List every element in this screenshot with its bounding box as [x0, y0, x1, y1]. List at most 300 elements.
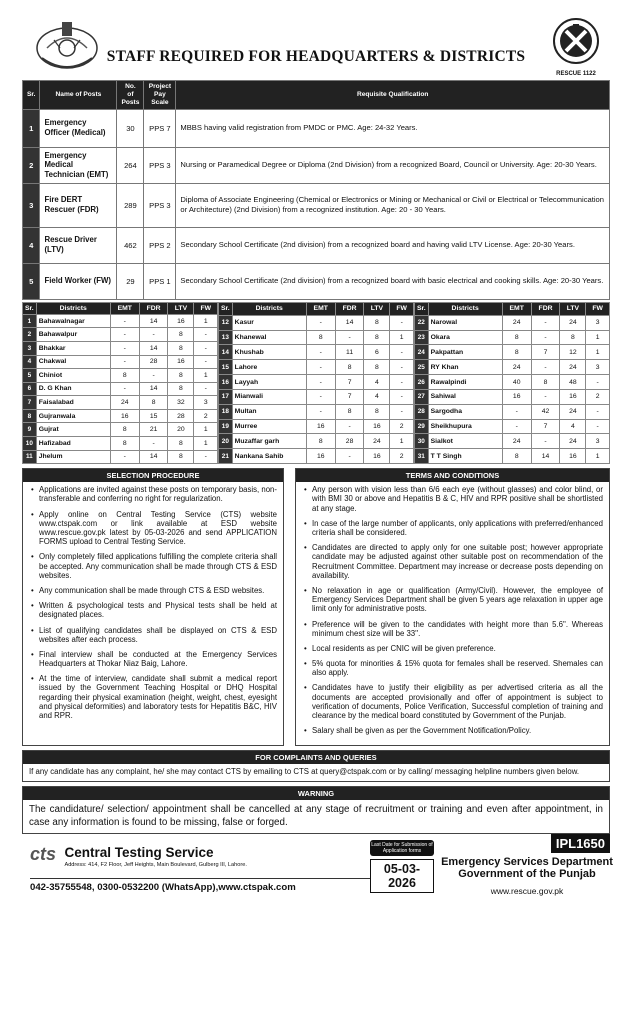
district-count: 1 — [390, 434, 413, 449]
header — [22, 10, 610, 80]
district-count: 14 — [139, 341, 168, 355]
district-name: Sheikhupura — [428, 419, 502, 434]
esd-govt: Government of the Punjab — [458, 868, 596, 881]
district-count: 4 — [560, 419, 586, 434]
district-count: 8 — [502, 345, 531, 360]
post-qualification: MBBS having valid registration from PMDC or PMC. Age: 24-32 Years. — [176, 109, 610, 147]
district-count: - — [531, 434, 560, 449]
district-count: - — [110, 450, 139, 464]
district-row — [23, 355, 218, 369]
district-count: - — [110, 382, 139, 396]
post-pay-scale: PPS 1 — [144, 263, 176, 299]
selection-item: • Written & psychological tests and Physical tests shall be held at designated places. — [31, 601, 277, 619]
terms-item: • Candidates are directed to apply only for one suitable post; however appropriate candidate may be adjusted against other suitable post on recommendation of the Recruitment Committee. Department may increase or decrease posts depending on availability. — [304, 543, 603, 580]
post-row — [23, 109, 610, 147]
district-row — [414, 449, 609, 464]
post-sr: 4 — [23, 227, 40, 263]
terms-list — [296, 482, 609, 735]
district-count: - — [390, 375, 413, 390]
district-count: 8 — [502, 449, 531, 464]
district-count: 1 — [586, 330, 609, 345]
district-count: 1 — [194, 369, 217, 383]
district-count: 24 — [560, 360, 586, 375]
post-sr: 1 — [23, 109, 40, 147]
district-count: 20 — [168, 423, 194, 437]
district-sr: 20 — [218, 434, 232, 449]
district-count: - — [531, 389, 560, 404]
district-count: 21 — [139, 423, 168, 437]
district-sr: 29 — [414, 419, 428, 434]
districts-header-cell: EMT — [306, 302, 335, 315]
district-name: T T Singh — [428, 449, 502, 464]
district-sr: 4 — [23, 355, 37, 369]
district-count: 16 — [502, 389, 531, 404]
district-count: 8 — [306, 434, 335, 449]
district-count: 16 — [560, 449, 586, 464]
district-count: 16 — [168, 314, 194, 328]
district-sr: 23 — [414, 330, 428, 345]
district-name: Murree — [232, 419, 306, 434]
selection-list — [23, 482, 283, 720]
post-name: Fire DERT Rescuer (FDR) — [40, 183, 117, 227]
district-row — [23, 450, 218, 464]
district-count: 3 — [586, 315, 609, 330]
district-count: 24 — [364, 434, 390, 449]
district-count: 28 — [335, 434, 364, 449]
district-count: - — [194, 355, 217, 369]
district-row — [23, 369, 218, 383]
terms-item: • Local residents as per CNIC will be given preference. — [304, 644, 603, 653]
district-sr: 15 — [218, 360, 232, 375]
district-count: - — [139, 437, 168, 451]
district-sr: 27 — [414, 389, 428, 404]
districts-header-cell: FW — [194, 302, 217, 314]
district-count: 14 — [335, 315, 364, 330]
post-row — [23, 147, 610, 183]
selection-item: • Applications are invited against these posts on temporary basis, non-transferable and conferring no right for regularization. — [31, 485, 277, 503]
cts-contact[interactable]: 042-35755548, 0300-0532200 (WhatsApp),www.ctspak.com — [30, 878, 370, 893]
district-row — [414, 360, 609, 375]
terms-item: • In case of the large number of applicants, only applications with preferred/enhanced criteria shall be considered. — [304, 519, 603, 537]
districts-header-row — [414, 302, 609, 315]
districts-table — [22, 302, 610, 465]
district-count: - — [502, 419, 531, 434]
post-qualification: Diploma of Associate Engineering (Chemical or Electronics or Mining or Mechanical or Civil or Electrical or Telecommunication or Architecture) (2nd Division) from a recognized institution. Age: 20 - 30 Years. — [176, 183, 610, 227]
district-name: Pakpattan — [428, 345, 502, 360]
districts-header-cell: LTV — [364, 302, 390, 315]
district-count: - — [390, 389, 413, 404]
district-row — [23, 382, 218, 396]
district-row — [23, 409, 218, 423]
district-count: 1 — [194, 314, 217, 328]
ipl-badge: IPL1650 — [551, 834, 610, 853]
footer — [22, 834, 613, 926]
col-posts: No. of Posts — [117, 81, 144, 110]
district-row — [218, 449, 413, 464]
district-count: - — [531, 315, 560, 330]
terms-heading: TERMS AND CONDITIONS — [296, 469, 609, 482]
selection-heading: SELECTION PROCEDURE — [23, 469, 283, 482]
district-row — [23, 396, 218, 410]
post-pay-scale: PPS 3 — [144, 183, 176, 227]
district-count: - — [586, 375, 609, 390]
district-count: 1 — [194, 437, 217, 451]
district-count: 24 — [560, 434, 586, 449]
post-qualification: Secondary School Certificate (2nd division) from a recognized board with basic electrical and cooking skills. Age: 20-30 Years. — [176, 263, 610, 299]
district-count: 8 — [110, 369, 139, 383]
district-row — [23, 341, 218, 355]
districts-header-cell: Sr. — [414, 302, 428, 315]
cts-address: Address: 414, F2 Floor, Jeff Heights, Main Boulevard, Gulberg III, Lahore. — [64, 862, 247, 869]
district-sr: 1 — [23, 314, 37, 328]
post-count: 264 — [117, 147, 144, 183]
district-name: D. G Khan — [36, 382, 110, 396]
post-count: 462 — [117, 227, 144, 263]
district-count: 42 — [531, 404, 560, 419]
district-row — [414, 345, 609, 360]
district-count: - — [110, 314, 139, 328]
district-sr: 8 — [23, 409, 37, 423]
post-name: Field Worker (FW) — [40, 263, 117, 299]
district-sr: 14 — [218, 345, 232, 360]
district-count: 12 — [560, 345, 586, 360]
district-count: 14 — [139, 314, 168, 328]
district-name: RY Khan — [428, 360, 502, 375]
procedure-terms — [22, 468, 610, 746]
post-pay-scale: PPS 7 — [144, 109, 176, 147]
district-name: Jhelum — [36, 450, 110, 464]
district-name: Mianwali — [232, 389, 306, 404]
districts-header-cell: LTV — [168, 302, 194, 314]
post-qualification: Secondary School Certificate (2nd division) from a recognized board and having valid LTV License. Age: 20-30 Years. — [176, 227, 610, 263]
district-sr: 26 — [414, 375, 428, 390]
district-row — [414, 315, 609, 330]
post-name: Emergency Medical Technician (EMT) — [40, 147, 117, 183]
col-qualification: Requisite Qualification — [176, 81, 610, 110]
col-name: Name of Posts — [40, 81, 117, 110]
district-count: 1 — [586, 345, 609, 360]
district-sr: 22 — [414, 315, 428, 330]
district-count: 32 — [168, 396, 194, 410]
rescue-logo — [550, 16, 602, 78]
district-row — [218, 389, 413, 404]
district-name: Khushab — [232, 345, 306, 360]
district-count: 8 — [502, 330, 531, 345]
district-count: - — [306, 375, 335, 390]
district-name: Multan — [232, 404, 306, 419]
district-row — [218, 345, 413, 360]
district-count: 24 — [502, 360, 531, 375]
district-count: 14 — [139, 382, 168, 396]
districts-column — [414, 302, 610, 465]
district-count: 28 — [168, 409, 194, 423]
district-sr: 28 — [414, 404, 428, 419]
districts-header-cell: Districts — [232, 302, 306, 315]
district-count: 3 — [194, 396, 217, 410]
terms-item: • No relaxation in age or qualification (Army/Civil). However, the employee of Emergency Services Department shall be given 5 years age relaxation in upper age limit only for administrative posts. — [304, 586, 603, 614]
district-count: 8 — [364, 404, 390, 419]
district-row — [414, 419, 609, 434]
district-count: 16 — [364, 449, 390, 464]
post-row — [23, 227, 610, 263]
districts-header-cell: EMT — [502, 302, 531, 315]
district-count: - — [306, 389, 335, 404]
district-count: 8 — [364, 330, 390, 345]
district-count: 40 — [502, 375, 531, 390]
selection-item: • At the time of interview, candidate shall submit a medical report issued by the Government Teaching Hospital or DHQ Hospital regarding their physical examination (height, weight, chest, eyesight and physical deformities) and laboratory tests for Hepatitis B&C, HIV and RPR. — [31, 674, 277, 720]
district-row — [23, 328, 218, 342]
district-count: - — [531, 330, 560, 345]
district-count: 1 — [586, 449, 609, 464]
district-name: Chakwal — [36, 355, 110, 369]
cts-name-block — [64, 844, 246, 868]
districts-header-cell: FDR — [139, 302, 168, 314]
rescue-label: RESCUE 1122 — [556, 71, 596, 77]
district-count: 2 — [194, 409, 217, 423]
districts-column — [218, 302, 414, 465]
district-count: 8 — [168, 341, 194, 355]
district-count: 24 — [560, 404, 586, 419]
district-count: 2 — [390, 449, 413, 464]
district-sr: 31 — [414, 449, 428, 464]
post-sr: 3 — [23, 183, 40, 227]
district-count: - — [194, 382, 217, 396]
district-row — [218, 330, 413, 345]
cts-name: Central Testing Service — [64, 845, 214, 861]
district-count: 8 — [335, 404, 364, 419]
district-count: 2 — [586, 389, 609, 404]
district-name: Bahawalpur — [36, 328, 110, 342]
district-name: Okara — [428, 330, 502, 345]
district-sr: 13 — [218, 330, 232, 345]
page-title: STAFF REQUIRED FOR HEADQUARTERS & DISTRICTS — [106, 48, 526, 65]
district-count: 7 — [335, 389, 364, 404]
district-name: Bhakkar — [36, 341, 110, 355]
districts-header-cell: Districts — [428, 302, 502, 315]
district-row — [23, 437, 218, 451]
district-name: Bahawalnagar — [36, 314, 110, 328]
district-count: - — [110, 355, 139, 369]
districts-header-row — [23, 302, 218, 314]
district-count: - — [586, 419, 609, 434]
district-count: - — [306, 360, 335, 375]
district-row — [218, 434, 413, 449]
district-name: Muzaffar garh — [232, 434, 306, 449]
district-sr: 18 — [218, 404, 232, 419]
district-count: 16 — [110, 409, 139, 423]
district-count: 8 — [364, 315, 390, 330]
district-count: 4 — [364, 375, 390, 390]
district-sr: 30 — [414, 434, 428, 449]
district-count: 28 — [139, 355, 168, 369]
district-count: - — [194, 328, 217, 342]
district-count: 7 — [531, 345, 560, 360]
districts-column — [22, 302, 218, 465]
post-row — [23, 183, 610, 227]
district-count: 8 — [139, 396, 168, 410]
district-count: 1 — [390, 330, 413, 345]
warning-box — [22, 786, 610, 834]
district-count: - — [586, 404, 609, 419]
district-count: 16 — [168, 355, 194, 369]
district-name: Khanewal — [232, 330, 306, 345]
selection-item: • Apply online on Central Testing Service (CTS) website www.ctspak.com or link available at ESD website www.rescue.gov.pk latest by 05-03-2026 and send APPLICATION FORMS upload to Central Testing Service. — [31, 510, 277, 547]
selection-procedure — [22, 468, 284, 746]
district-count: - — [335, 449, 364, 464]
district-name: Sahiwal — [428, 389, 502, 404]
district-count: 8 — [168, 437, 194, 451]
district-name: Layyah — [232, 375, 306, 390]
district-row — [218, 375, 413, 390]
district-count: 24 — [560, 315, 586, 330]
selection-item: • Only completely filled applications fulfilling the complete criteria shall be accepted. Any communication shall be made through CTS & ESD websites. — [31, 552, 277, 580]
district-count: 8 — [168, 328, 194, 342]
district-count: 16 — [364, 419, 390, 434]
cts-logo: cts — [30, 844, 57, 865]
district-count: 8 — [110, 423, 139, 437]
selection-item: • Final interview shall be conducted at the Emergency Services Headquarters at Thokar Niaz Baig, Lahore. — [31, 650, 277, 668]
district-row — [218, 360, 413, 375]
district-count: - — [335, 419, 364, 434]
deadline-date: 05-03-2026 — [370, 859, 434, 893]
post-sr: 5 — [23, 263, 40, 299]
district-count: - — [306, 345, 335, 360]
district-count: 14 — [139, 450, 168, 464]
district-count: - — [531, 360, 560, 375]
cts-block — [30, 844, 370, 893]
district-count: 6 — [364, 345, 390, 360]
district-name: Chiniot — [36, 369, 110, 383]
district-count: 8 — [335, 360, 364, 375]
district-name: Rawalpindi — [428, 375, 502, 390]
district-row — [414, 434, 609, 449]
district-count: 7 — [335, 375, 364, 390]
districts-header-cell: EMT — [110, 302, 139, 314]
terms-item: • Candidates have to justify their eligibility as per advertised criteria as all the documents are accepted provisionally and offer of appointment is subject to verification of documents, Police Verification, Successful completion of training and clearance by the medical board constituted by Government of the Punjab. — [304, 683, 603, 720]
district-count: - — [390, 315, 413, 330]
district-count: - — [306, 315, 335, 330]
district-sr: 2 — [23, 328, 37, 342]
district-count: - — [194, 450, 217, 464]
post-name: Emergency Officer (Medical) — [40, 109, 117, 147]
district-count: - — [139, 328, 168, 342]
district-count: - — [390, 404, 413, 419]
district-sr: 10 — [23, 437, 37, 451]
district-count: 8 — [531, 375, 560, 390]
post-pay-scale: PPS 2 — [144, 227, 176, 263]
terms-item: • 5% quota for minorities & 15% quota for females shall be reserved. Shemales can also apply. — [304, 659, 603, 677]
districts-header-cell: FDR — [531, 302, 560, 315]
district-count: - — [194, 341, 217, 355]
district-name: Faisalabad — [36, 396, 110, 410]
post-pay-scale: PPS 3 — [144, 147, 176, 183]
terms-item: • Any person with vision less than 6/6 each eye (without glasses) and color blind, or with BMI 30 or above and Hepatitis B & C, HIV and RPR positive shall be shortlisted at any stage. — [304, 485, 603, 513]
districts-header-cell: FW — [586, 302, 609, 315]
district-sr: 9 — [23, 423, 37, 437]
complaints-text: If any candidate has any complaint, he/ she may contact CTS by emailing to CTS at query@ctspak.com or by calling/ messaging helpline numbers given below. — [29, 767, 580, 777]
district-sr: 12 — [218, 315, 232, 330]
district-name: Lahore — [232, 360, 306, 375]
district-count: 14 — [531, 449, 560, 464]
post-name: Rescue Driver (LTV) — [40, 227, 117, 263]
district-count: - — [390, 360, 413, 375]
district-count: 3 — [586, 360, 609, 375]
district-row — [414, 375, 609, 390]
district-count: - — [306, 404, 335, 419]
districts-header-cell: Districts — [36, 302, 110, 314]
post-count: 30 — [117, 109, 144, 147]
district-count: 4 — [364, 389, 390, 404]
district-row — [23, 314, 218, 328]
district-sr: 3 — [23, 341, 37, 355]
district-count: - — [390, 345, 413, 360]
district-sr: 7 — [23, 396, 37, 410]
district-count: 16 — [560, 389, 586, 404]
esd-dept: Emergency Services Department — [441, 856, 613, 869]
posts-header-row — [23, 81, 610, 110]
district-sr: 25 — [414, 360, 428, 375]
esd-block — [437, 856, 617, 898]
district-sr: 19 — [218, 419, 232, 434]
district-sr: 21 — [218, 449, 232, 464]
district-row — [414, 404, 609, 419]
post-row — [23, 263, 610, 299]
district-name: Gujranwala — [36, 409, 110, 423]
esd-website[interactable]: www.rescue.gov.pk — [490, 885, 564, 896]
districts-header-cell: FW — [390, 302, 413, 315]
district-sr: 16 — [218, 375, 232, 390]
district-count: 8 — [168, 450, 194, 464]
posts-table — [22, 80, 610, 300]
district-count: 2 — [390, 419, 413, 434]
district-row — [218, 404, 413, 419]
district-count: 8 — [364, 360, 390, 375]
col-pps: Project Pay Scale — [144, 81, 176, 110]
post-qualification: Nursing or Paramedical Degree or Diploma (2nd Division) from a recognized Board, Council or University. Age: 20-30 Years. — [176, 147, 610, 183]
terms-item: • Preference will be given to the candidates with height more than 5.6''. Whereas minimum chest size will be 33''. — [304, 620, 603, 638]
district-count: 24 — [110, 396, 139, 410]
districts-header-cell: FDR — [335, 302, 364, 315]
district-count: - — [335, 330, 364, 345]
districts-header-row — [218, 302, 413, 315]
district-name: Gujrat — [36, 423, 110, 437]
deadline-box — [370, 840, 434, 893]
districts-header-cell: Sr. — [23, 302, 37, 314]
warning-heading: WARNING — [23, 787, 609, 800]
district-row — [218, 315, 413, 330]
district-count: 15 — [139, 409, 168, 423]
district-sr: 6 — [23, 382, 37, 396]
districts-header-cell: LTV — [560, 302, 586, 315]
district-count: 8 — [110, 437, 139, 451]
district-name: Narowal — [428, 315, 502, 330]
district-sr: 17 — [218, 389, 232, 404]
post-count: 29 — [117, 263, 144, 299]
selection-item: • List of qualifying candidates shall be displayed on CTS & ESD websites after each process. — [31, 626, 277, 644]
district-count: 7 — [531, 419, 560, 434]
district-row — [414, 330, 609, 345]
district-name: Sargodha — [428, 404, 502, 419]
district-count: 24 — [502, 315, 531, 330]
district-sr: 24 — [414, 345, 428, 360]
complaints-heading: FOR COMPLAINTS AND QUERIES — [23, 751, 609, 764]
district-name: Sialkot — [428, 434, 502, 449]
district-count: 48 — [560, 375, 586, 390]
district-count: 11 — [335, 345, 364, 360]
complaints-box — [22, 750, 610, 782]
district-name: Nankana Sahib — [232, 449, 306, 464]
district-count: 8 — [560, 330, 586, 345]
